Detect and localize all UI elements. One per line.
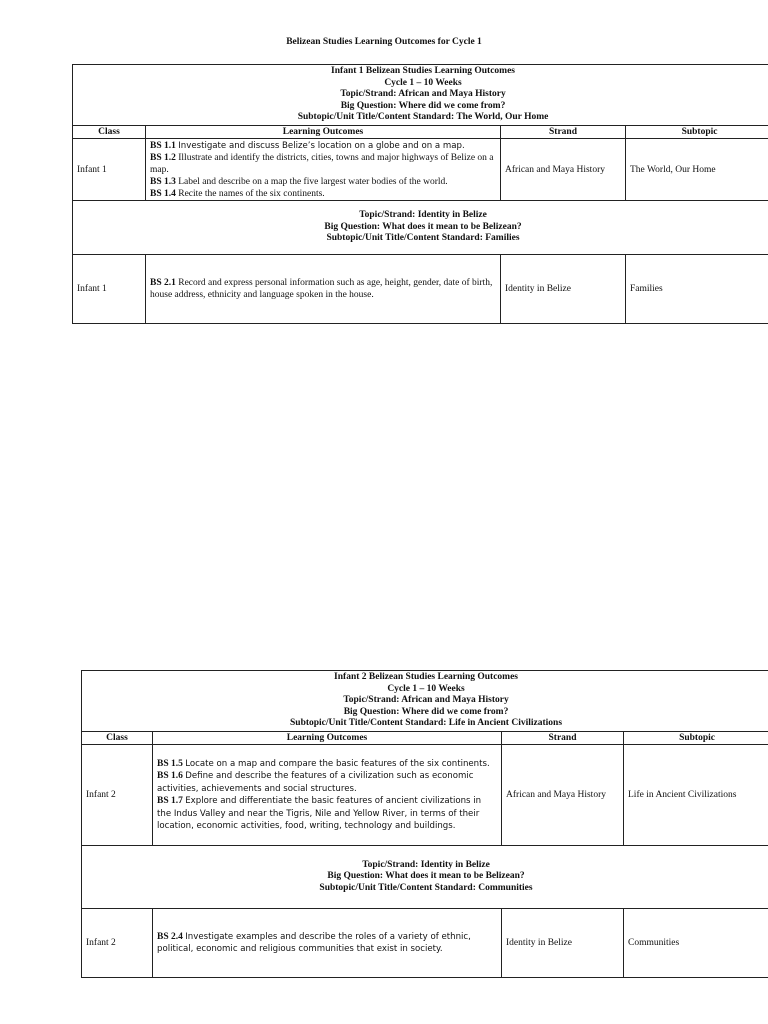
strand-cell: Identity in Belize (501, 255, 626, 324)
outcome-item: BS 1.7 Explore and differentiate the basic features of ancient civilizations in the Indus Valley and near the Tigris, Nile and Yellow River, in terms of their location, economic activities, food, writing, technology and buildings. (157, 796, 482, 831)
topic-strand: Topic/Strand: African and Maya History (340, 89, 506, 100)
outcomes-cell (153, 745, 502, 846)
subtopic-title: Subtopic/Unit Title/Content Standard: The World, Our Home (297, 112, 549, 123)
big-question: Big Question: What does it mean to be Belizean? (324, 221, 522, 232)
outcome-item: BS 1.1 Investigate and discuss Belize’s location on a globe and on a map. (150, 140, 465, 151)
table-title: Infant 2 Belizean Studies Learning Outcomes (334, 672, 518, 683)
outcome-item: BS 2.1 Record and express personal information such as age, height, gender, date of birth, house address, ethnicity and language spoken in the house. (150, 278, 493, 300)
strand-cell: African and Maya History (502, 745, 624, 846)
table-header (82, 671, 768, 732)
col-header-subtopic: Subtopic (626, 126, 768, 139)
class-cell: Infant 2 (82, 909, 153, 978)
col-header-outcomes: Learning Outcomes (153, 732, 502, 745)
table-row (82, 745, 768, 846)
section-header (82, 846, 768, 909)
outcome-item: BS 2.4 Investigate examples and describe the roles of a variety of ethnic, political, economic and religious communities that exist in society. (157, 931, 471, 954)
col-header-class: Class (73, 126, 146, 139)
class-cell: Infant 2 (82, 745, 153, 846)
table-row (73, 139, 768, 201)
topic-strand: Topic/Strand: Identity in Belize (359, 210, 487, 221)
col-header-class: Class (82, 732, 153, 745)
outcome-item: BS 1.4 Recite the names of the six continents. (150, 188, 325, 199)
subtopic-title: Subtopic/Unit Title/Content Standard: Life in Ancient Civilizations (290, 718, 563, 729)
col-header-subtopic: Subtopic (624, 732, 768, 745)
section-header (73, 201, 768, 255)
column-header-row (82, 732, 768, 745)
subtopic-cell: Life in Ancient Civilizations (624, 745, 768, 846)
document-title: Belizean Studies Learning Outcomes for Cycle 1 (286, 37, 482, 47)
subtopic-title: Subtopic/Unit Title/Content Standard: Families (326, 233, 520, 244)
subtopic-cell: The World, Our Home (626, 139, 768, 201)
subtopic-cell: Communities (624, 909, 768, 978)
outcome-item: BS 1.5 Locate on a map and compare the basic features of the six continents. (157, 758, 490, 769)
infant-1-outcomes-table (72, 64, 768, 324)
subtopic-title: Subtopic/Unit Title/Content Standard: Communities (319, 882, 533, 893)
strand-cell: Identity in Belize (502, 909, 624, 978)
col-header-strand: Strand (502, 732, 624, 745)
big-question: Big Question: What does it mean to be Belizean? (327, 871, 525, 882)
infant-2-outcomes-table (81, 670, 768, 978)
column-header-row (73, 126, 768, 139)
topic-strand: Topic/Strand: African and Maya History (343, 695, 509, 706)
outcomes-cell (153, 909, 502, 978)
topic-strand: Topic/Strand: Identity in Belize (362, 859, 490, 870)
big-question: Big Question: Where did we come from? (340, 100, 506, 111)
outcome-item: BS 1.3 Label and describe on a map the five largest water bodies of the world. (150, 176, 448, 187)
table-row (82, 909, 768, 978)
strand-cell: African and Maya History (501, 139, 626, 201)
col-header-strand: Strand (501, 126, 626, 139)
subtopic-cell: Families (626, 255, 768, 324)
table-title: Infant 1 Belizean Studies Learning Outcomes (331, 66, 515, 77)
table-row (73, 255, 768, 324)
big-question: Big Question: Where did we come from? (343, 706, 509, 717)
outcome-item: BS 1.2 Illustrate and identify the districts, cities, towns and major highways of Belize on a map. (150, 152, 494, 175)
outcomes-cell (146, 139, 501, 201)
cycle-label: Cycle 1 – 10 Weeks (384, 77, 462, 88)
outcomes-cell (146, 255, 501, 324)
cycle-label: Cycle 1 – 10 Weeks (387, 683, 465, 694)
class-cell: Infant 1 (73, 255, 146, 324)
class-cell: Infant 1 (73, 139, 146, 201)
outcome-item: BS 1.6 Define and describe the features of a civilization such as economic activities, achievements and social structures. (157, 771, 474, 794)
col-header-outcomes: Learning Outcomes (146, 126, 501, 139)
table-header (73, 65, 768, 126)
